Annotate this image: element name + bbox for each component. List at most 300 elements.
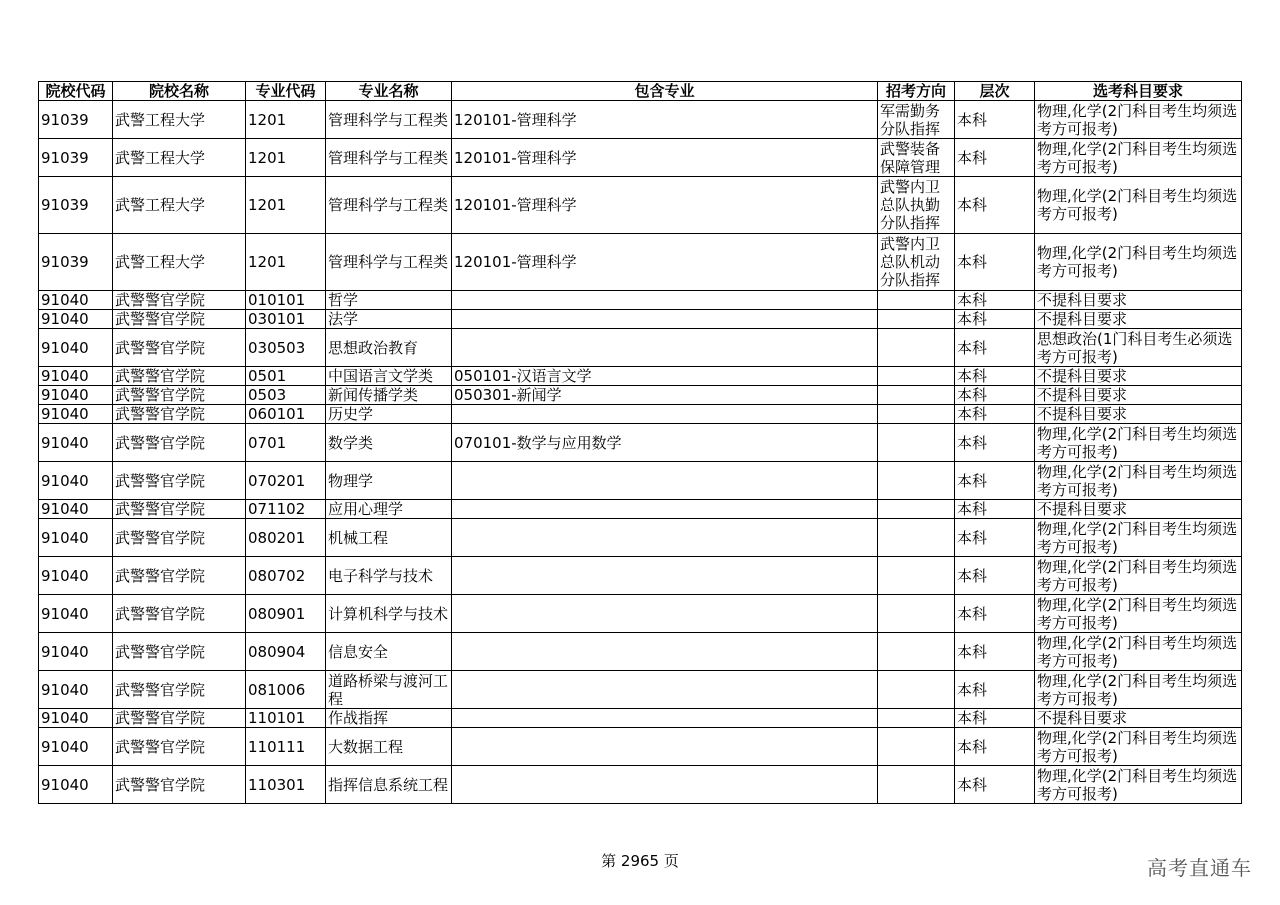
cell-school-name	[113, 766, 246, 804]
cell-text: 武警警官学院	[115, 386, 206, 404]
cell-school-code	[39, 405, 113, 424]
cell-level	[955, 139, 1035, 177]
cell-text: 本科	[957, 775, 988, 794]
cell-level	[955, 367, 1035, 386]
cell-level	[955, 386, 1035, 405]
cell-text: 物理,化学(2门科目考生均须选考方可报考)	[1037, 766, 1238, 803]
cell-level	[955, 329, 1035, 367]
cell-major-name	[326, 234, 452, 291]
cell-school-name	[113, 557, 246, 595]
cell-direction	[878, 633, 955, 671]
cell-major-code	[246, 500, 326, 519]
table-row	[39, 386, 1242, 405]
cell-text: 物理学	[328, 471, 374, 490]
cell-text: 武警警官学院	[115, 291, 206, 309]
cell-text: 1201	[248, 110, 287, 129]
cell-text: 070101-数学与应用数学	[454, 433, 622, 452]
cell-level	[955, 291, 1035, 310]
cell-major-name	[326, 500, 452, 519]
cell-text: 电子科学与技术	[328, 566, 434, 585]
header-major-name: 专业名称	[326, 82, 452, 101]
cell-text: 030503	[248, 338, 306, 357]
cell-included-majors	[452, 671, 878, 709]
cell-text: 法学	[328, 310, 359, 328]
cell-school-code	[39, 177, 113, 234]
cell-text: 武警警官学院	[115, 775, 206, 794]
cell-included-majors	[452, 310, 878, 329]
cell-text: 本科	[957, 528, 988, 547]
cell-major-code	[246, 139, 326, 177]
cell-text: 120101-管理科学	[454, 196, 577, 214]
table-row	[39, 709, 1242, 728]
cell-school-code	[39, 709, 113, 728]
cell-text: 91040	[41, 500, 89, 518]
cell-included-majors	[452, 291, 878, 310]
cell-text: 本科	[957, 737, 988, 756]
cell-text: 不提科目要求	[1037, 709, 1128, 727]
table-body	[39, 101, 1242, 804]
table-row	[39, 101, 1242, 139]
cell-subject-requirement	[1035, 139, 1242, 177]
page-number: 第 2965 页	[601, 852, 679, 870]
cell-major-name	[326, 424, 452, 462]
cell-included-majors	[452, 462, 878, 500]
table-row	[39, 405, 1242, 424]
cell-direction	[878, 500, 955, 519]
cell-text: 物理,化学(2门科目考生均须选考方可报考)	[1037, 139, 1238, 176]
table-row	[39, 671, 1242, 709]
cell-direction	[878, 728, 955, 766]
cell-school-name	[113, 329, 246, 367]
cell-subject-requirement	[1035, 424, 1242, 462]
cell-text: 080201	[248, 528, 306, 547]
cell-major-code	[246, 728, 326, 766]
header-subject-requirement: 选考科目要求	[1035, 82, 1242, 101]
cell-text: 1201	[248, 148, 287, 167]
cell-text: 050101-汉语言文学	[454, 367, 592, 385]
cell-text: 武警警官学院	[115, 604, 206, 623]
cell-school-code	[39, 234, 113, 291]
cell-subject-requirement	[1035, 367, 1242, 386]
cell-text: 数学类	[328, 433, 374, 452]
table-row	[39, 139, 1242, 177]
cell-included-majors	[452, 500, 878, 519]
cell-text: 管理科学与工程类	[328, 196, 449, 214]
cell-direction	[878, 139, 955, 177]
cell-major-code	[246, 329, 326, 367]
cell-text: 本科	[957, 680, 988, 699]
cell-direction	[878, 405, 955, 424]
cell-text: 080904	[248, 642, 306, 661]
cell-major-name	[326, 329, 452, 367]
cell-major-code	[246, 557, 326, 595]
cell-text: 0701	[248, 433, 287, 452]
cell-text: 0503	[248, 386, 287, 404]
cell-text: 武警内卫总队执勤分队指挥	[880, 178, 941, 232]
cell-school-name	[113, 595, 246, 633]
cell-direction	[878, 101, 955, 139]
cell-text: 武警警官学院	[115, 680, 206, 699]
cell-subject-requirement	[1035, 728, 1242, 766]
cell-text: 物理,化学(2门科目考生均须选考方可报考)	[1037, 671, 1238, 708]
cell-text: 本科	[957, 566, 988, 585]
cell-major-name	[326, 177, 452, 234]
table-row	[39, 595, 1242, 633]
cell-text: 060101	[248, 405, 306, 423]
cell-major-code	[246, 310, 326, 329]
cell-major-name	[326, 519, 452, 557]
cell-text: 91040	[41, 433, 89, 452]
cell-level	[955, 424, 1035, 462]
cell-school-name	[113, 101, 246, 139]
cell-major-name	[326, 766, 452, 804]
cell-text: 91040	[41, 709, 89, 727]
cell-school-code	[39, 766, 113, 804]
cell-text: 010101	[248, 291, 306, 309]
cell-text: 本科	[957, 405, 988, 423]
table-row	[39, 234, 1242, 291]
cell-text: 武警工程大学	[115, 110, 206, 129]
cell-text: 91039	[41, 148, 89, 167]
cell-included-majors	[452, 329, 878, 367]
cell-included-majors	[452, 766, 878, 804]
cell-included-majors	[452, 728, 878, 766]
table-row	[39, 500, 1242, 519]
cell-text: 91040	[41, 566, 89, 585]
cell-text: 军需勤务分队指挥	[880, 101, 941, 138]
cell-major-code	[246, 633, 326, 671]
cell-subject-requirement	[1035, 462, 1242, 500]
cell-major-code	[246, 291, 326, 310]
cell-major-code	[246, 766, 326, 804]
cell-text: 91040	[41, 737, 89, 756]
cell-major-name	[326, 139, 452, 177]
cell-major-name	[326, 386, 452, 405]
cell-subject-requirement	[1035, 329, 1242, 367]
cell-text: 武警警官学院	[115, 566, 206, 585]
cell-school-name	[113, 709, 246, 728]
cell-subject-requirement	[1035, 500, 1242, 519]
cell-direction	[878, 386, 955, 405]
cell-text: 本科	[957, 433, 988, 452]
cell-school-name	[113, 405, 246, 424]
cell-direction	[878, 234, 955, 291]
cell-text: 物理,化学(2门科目考生均须选考方可报考)	[1037, 424, 1238, 461]
cell-text: 中国语言文学类	[328, 367, 434, 385]
cell-school-code	[39, 424, 113, 462]
cell-school-name	[113, 139, 246, 177]
cell-text: 91039	[41, 196, 89, 214]
cell-major-name	[326, 367, 452, 386]
cell-level	[955, 101, 1035, 139]
cell-direction	[878, 310, 955, 329]
cell-text: 物理,化学(2门科目考生均须选考方可报考)	[1037, 595, 1238, 632]
cell-text: 91040	[41, 471, 89, 490]
cell-level	[955, 633, 1035, 671]
cell-level	[955, 462, 1035, 500]
cell-text: 新闻传播学类	[328, 386, 419, 404]
cell-direction	[878, 671, 955, 709]
cell-level	[955, 405, 1035, 424]
cell-level	[955, 728, 1035, 766]
cell-direction	[878, 709, 955, 728]
cell-school-code	[39, 633, 113, 671]
table-row	[39, 519, 1242, 557]
cell-text: 110301	[248, 775, 306, 794]
cell-included-majors	[452, 405, 878, 424]
cell-text: 070201	[248, 471, 306, 490]
cell-text: 120101-管理科学	[454, 110, 577, 129]
cell-level	[955, 500, 1035, 519]
table-header-row	[39, 82, 1242, 101]
cell-text: 武警警官学院	[115, 471, 206, 490]
cell-level	[955, 766, 1035, 804]
cell-text: 1201	[248, 253, 287, 271]
cell-text: 武警装备保障管理	[880, 139, 941, 176]
table-row	[39, 367, 1242, 386]
cell-text: 91039	[41, 253, 89, 271]
cell-text: 120101-管理科学	[454, 253, 577, 271]
cell-text: 本科	[957, 500, 988, 518]
cell-school-name	[113, 291, 246, 310]
cell-included-majors	[452, 709, 878, 728]
cell-major-code	[246, 101, 326, 139]
cell-text: 91040	[41, 528, 89, 547]
cell-level	[955, 177, 1035, 234]
cell-text: 物理,化学(2门科目考生均须选考方可报考)	[1037, 557, 1238, 594]
cell-subject-requirement	[1035, 386, 1242, 405]
cell-major-name	[326, 557, 452, 595]
cell-text: 91040	[41, 291, 89, 309]
cell-subject-requirement	[1035, 519, 1242, 557]
cell-level	[955, 557, 1035, 595]
cell-text: 91040	[41, 775, 89, 794]
cell-included-majors	[452, 424, 878, 462]
cell-text: 91040	[41, 642, 89, 661]
cell-text: 91040	[41, 310, 89, 328]
cell-school-code	[39, 519, 113, 557]
cell-subject-requirement	[1035, 557, 1242, 595]
cell-major-code	[246, 386, 326, 405]
table-row	[39, 291, 1242, 310]
cell-text: 本科	[957, 310, 988, 328]
cell-major-code	[246, 367, 326, 386]
cell-text: 计算机科学与技术	[328, 604, 449, 623]
cell-level	[955, 519, 1035, 557]
cell-level	[955, 234, 1035, 291]
cell-text: 不提科目要求	[1037, 367, 1128, 385]
cell-direction	[878, 595, 955, 633]
cell-included-majors	[452, 557, 878, 595]
cell-subject-requirement	[1035, 177, 1242, 234]
cell-text: 本科	[957, 291, 988, 309]
cell-major-code	[246, 234, 326, 291]
cell-text: 本科	[957, 709, 988, 727]
cell-text: 武警警官学院	[115, 433, 206, 452]
cell-text: 物理,化学(2门科目考生均须选考方可报考)	[1037, 519, 1238, 556]
cell-text: 管理科学与工程类	[328, 253, 449, 271]
header-major-code: 专业代码	[246, 82, 326, 101]
cell-text: 武警内卫总队机动分队指挥	[880, 235, 941, 289]
cell-subject-requirement	[1035, 633, 1242, 671]
cell-text: 本科	[957, 642, 988, 661]
cell-text: 武警工程大学	[115, 148, 206, 167]
cell-major-name	[326, 671, 452, 709]
cell-text: 应用心理学	[328, 500, 404, 518]
cell-school-name	[113, 386, 246, 405]
cell-subject-requirement	[1035, 595, 1242, 633]
cell-school-code	[39, 386, 113, 405]
cell-included-majors	[452, 595, 878, 633]
cell-text: 作战指挥	[328, 709, 389, 727]
cell-included-majors	[452, 633, 878, 671]
cell-direction	[878, 557, 955, 595]
cell-major-name	[326, 728, 452, 766]
cell-major-code	[246, 424, 326, 462]
cell-text: 030101	[248, 310, 306, 328]
cell-school-name	[113, 671, 246, 709]
cell-major-code	[246, 519, 326, 557]
cell-school-code	[39, 500, 113, 519]
cell-text: 思想政治(1门科目考生必须选考方可报考)	[1037, 329, 1233, 366]
cell-school-name	[113, 367, 246, 386]
cell-level	[955, 709, 1035, 728]
cell-text: 信息安全	[328, 642, 389, 661]
cell-direction	[878, 766, 955, 804]
cell-subject-requirement	[1035, 310, 1242, 329]
cell-text: 本科	[957, 367, 988, 385]
cell-school-code	[39, 329, 113, 367]
cell-text: 91040	[41, 338, 89, 357]
cell-level	[955, 671, 1035, 709]
cell-text: 历史学	[328, 405, 374, 423]
cell-text: 不提科目要求	[1037, 500, 1128, 518]
cell-school-name	[113, 424, 246, 462]
cell-school-code	[39, 671, 113, 709]
table-row	[39, 633, 1242, 671]
cell-text: 081006	[248, 680, 306, 699]
cell-text: 91040	[41, 386, 89, 404]
cell-text: 080901	[248, 604, 306, 623]
cell-school-code	[39, 728, 113, 766]
table-row	[39, 766, 1242, 804]
cell-text: 管理科学与工程类	[328, 148, 449, 167]
cell-text: 武警警官学院	[115, 642, 206, 661]
cell-direction	[878, 367, 955, 386]
cell-text: 本科	[957, 110, 988, 129]
cell-school-name	[113, 633, 246, 671]
cell-text: 本科	[957, 386, 988, 404]
cell-text: 管理科学与工程类	[328, 110, 449, 129]
cell-text: 武警警官学院	[115, 737, 206, 756]
cell-school-code	[39, 291, 113, 310]
cell-text: 武警工程大学	[115, 253, 206, 271]
cell-text: 武警警官学院	[115, 500, 206, 518]
cell-text: 武警警官学院	[115, 709, 206, 727]
header-included-majors: 包含专业	[452, 82, 878, 101]
cell-text: 本科	[957, 604, 988, 623]
table-row	[39, 424, 1242, 462]
cell-school-code	[39, 139, 113, 177]
table-row	[39, 310, 1242, 329]
cell-school-code	[39, 367, 113, 386]
cell-text: 本科	[957, 253, 988, 271]
cell-major-name	[326, 633, 452, 671]
cell-major-code	[246, 709, 326, 728]
cell-text: 物理,化学(2门科目考生均须选考方可报考)	[1037, 187, 1238, 223]
cell-subject-requirement	[1035, 766, 1242, 804]
cell-subject-requirement	[1035, 671, 1242, 709]
cell-school-code	[39, 595, 113, 633]
cell-direction	[878, 291, 955, 310]
cell-subject-requirement	[1035, 405, 1242, 424]
cell-text: 哲学	[328, 291, 359, 309]
cell-text: 91040	[41, 367, 89, 385]
cell-level	[955, 595, 1035, 633]
cell-subject-requirement	[1035, 234, 1242, 291]
cell-school-code	[39, 310, 113, 329]
cell-major-code	[246, 177, 326, 234]
cell-text: 物理,化学(2门科目考生均须选考方可报考)	[1037, 101, 1238, 138]
cell-included-majors	[452, 234, 878, 291]
cell-text: 物理,化学(2门科目考生均须选考方可报考)	[1037, 244, 1238, 280]
cell-major-code	[246, 405, 326, 424]
header-school-name: 院校名称	[113, 82, 246, 101]
cell-school-name	[113, 177, 246, 234]
cell-included-majors	[452, 177, 878, 234]
cell-school-name	[113, 519, 246, 557]
watermark-text: 高考直通车	[1147, 856, 1252, 880]
cell-included-majors	[452, 101, 878, 139]
cell-text: 050301-新闻学	[454, 386, 562, 404]
cell-text: 不提科目要求	[1037, 405, 1128, 423]
cell-text: 机械工程	[328, 528, 389, 547]
cell-direction	[878, 462, 955, 500]
cell-level	[955, 310, 1035, 329]
cell-major-code	[246, 595, 326, 633]
cell-text: 武警警官学院	[115, 310, 206, 328]
header-level: 层次	[955, 82, 1035, 101]
cell-direction	[878, 424, 955, 462]
header-direction: 招考方向	[878, 82, 955, 101]
cell-subject-requirement	[1035, 101, 1242, 139]
cell-major-name	[326, 101, 452, 139]
cell-subject-requirement	[1035, 709, 1242, 728]
header-school-code: 院校代码	[39, 82, 113, 101]
cell-text: 物理,化学(2门科目考生均须选考方可报考)	[1037, 462, 1238, 499]
table-row	[39, 557, 1242, 595]
cell-school-code	[39, 101, 113, 139]
cell-text: 武警工程大学	[115, 196, 206, 214]
table-row	[39, 728, 1242, 766]
cell-text: 武警警官学院	[115, 338, 206, 357]
cell-text: 110111	[248, 737, 306, 756]
table-row	[39, 462, 1242, 500]
cell-text: 071102	[248, 500, 306, 518]
cell-direction	[878, 329, 955, 367]
cell-text: 不提科目要求	[1037, 310, 1128, 328]
cell-included-majors	[452, 519, 878, 557]
cell-text: 本科	[957, 148, 988, 167]
cell-text: 不提科目要求	[1037, 291, 1128, 309]
cell-included-majors	[452, 139, 878, 177]
cell-text: 本科	[957, 196, 988, 214]
cell-text: 91040	[41, 680, 89, 699]
cell-included-majors	[452, 386, 878, 405]
cell-direction	[878, 177, 955, 234]
cell-school-name	[113, 462, 246, 500]
cell-text: 080702	[248, 566, 306, 585]
